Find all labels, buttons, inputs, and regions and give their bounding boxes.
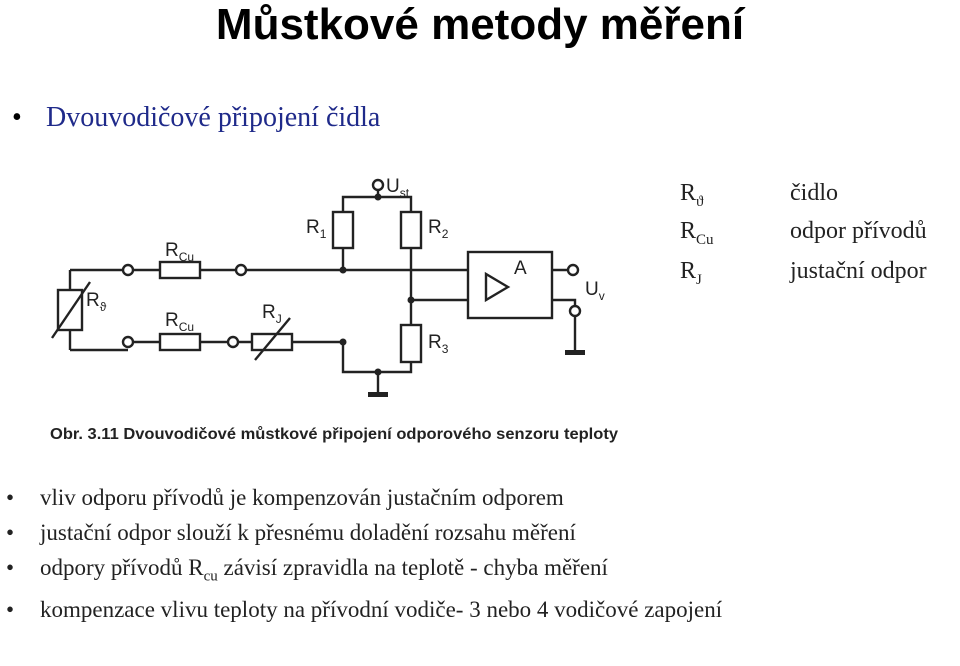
legend-desc-theta: čidlo [790, 180, 838, 206]
rj-label: $R_J$ [262, 302, 282, 326]
list-item: • vliv odporu přívodů je kompenzován justačním odporem [6, 480, 956, 515]
bullet-dot: • [12, 102, 22, 133]
node-dot [340, 339, 347, 346]
legend-symbol-cu: $R_{Cu}$ [680, 218, 714, 248]
terminal [228, 337, 238, 347]
amplifier-box [468, 252, 552, 318]
r-theta-label: $R_ϑ$ [86, 290, 107, 314]
amplifier-label: A [514, 258, 527, 279]
uv-terminal-bottom [570, 306, 580, 316]
list-item: • justační odpor slouží k přesnému doladění rozsahu měření [6, 515, 956, 550]
r2-resistor [401, 212, 421, 248]
bullet-dot: • [6, 555, 15, 580]
page-title: Můstkové metody měření [215, 0, 745, 49]
terminal [123, 265, 133, 275]
rcu-top-resistor [160, 262, 200, 278]
legend-desc-cu: odpor přívodů [790, 218, 927, 244]
ust-label: $U_{st}$ [386, 176, 410, 200]
list-item: • odpory přívodů $R_{cu}$ závisí zpravidla na teplotě - chyba měření [6, 550, 956, 595]
terminal [123, 337, 133, 347]
rcu-bottom-resistor [160, 334, 200, 350]
figure-caption: Obr. 3.11 Dvouvodičové můstkové připojení odporového senzoru teploty [50, 426, 619, 443]
subtitle-text: Dvouvodičové připojení čidla [46, 102, 381, 133]
ust-terminal [373, 180, 383, 190]
node-dot [375, 194, 382, 201]
r3-resistor [401, 325, 421, 362]
r2-label: $R_2$ [428, 217, 449, 241]
r1-resistor [333, 212, 353, 248]
node-dot [340, 267, 347, 274]
legend-symbol-theta: $R_ϑ$ [680, 180, 704, 210]
terminal [236, 265, 246, 275]
rcu-top-label: $R_{Cu}$ [165, 240, 195, 264]
ground-symbol [368, 392, 388, 397]
bullet-dot: • [6, 485, 15, 510]
bullet-list [6, 480, 956, 625]
node-dot [375, 369, 382, 376]
list-item: • kompenzace vlivu teploty na přívodní vodiče- 3 nebo 4 vodičové zapojení [6, 595, 770, 625]
r1-label: $R_1$ [306, 217, 327, 241]
rcu-bottom-label: $R_{Cu}$ [165, 310, 195, 334]
bullet-dot: • [6, 520, 15, 545]
legend-desc-j: justační odpor [790, 258, 927, 284]
r3-label: $R_3$ [428, 332, 449, 356]
bullet-dot: • [6, 596, 15, 622]
uv-label: $U_v$ [585, 279, 605, 303]
node-dot [408, 297, 415, 304]
ground-symbol [565, 350, 585, 355]
rj-resistor [252, 334, 292, 350]
uv-terminal-top [568, 265, 578, 275]
legend-symbol-j: $R_J$ [680, 258, 702, 288]
